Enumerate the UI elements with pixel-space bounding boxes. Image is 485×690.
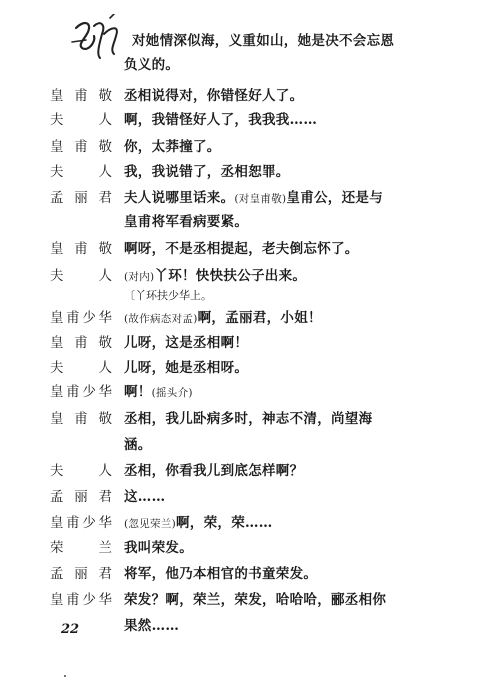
speech-segment: 啊，荣，荣…… [176,515,273,531]
speaker-char: 人 [98,360,112,376]
speech-text [124,355,248,381]
speaker-name [50,587,112,613]
dialogue-line [0,535,485,561]
dialogue-line [0,28,485,54]
speech-segment: 负义的。 [124,57,180,73]
speaker-name [50,484,112,510]
speaker-name [50,83,112,109]
dialogue-line [0,305,485,331]
dialogue-line [0,432,485,458]
speaker-char: 少 [82,384,96,400]
dialogue-line [0,355,485,381]
speaker-name [50,185,112,211]
dialogue-line [0,406,485,432]
speaker-char: 皇 [50,88,64,104]
speech-segment: 丫环！快快扶公子出来。 [154,268,307,284]
speaker-char: 甫 [74,139,88,155]
speech-text [124,185,383,212]
speech-segment: 果然…… [124,618,180,634]
speech-segment: 〔丫环扶少华上。 [124,289,212,302]
speech-segment: 这…… [124,489,166,505]
speaker-char: 人 [98,463,112,479]
speech-segment: 夫人说哪里话来。 [124,190,235,206]
speaker-char: 华 [98,310,112,326]
speaker-char: 丽 [74,190,88,206]
speaker-char: 皇 [50,515,64,531]
dialogue-line [0,83,485,109]
speech-segment: 丞相说得对，你错怪好人了。 [124,88,304,104]
speaker-name [50,355,112,381]
speaker-name [50,159,112,185]
speech-continuation [124,432,152,458]
speaker-char: 少 [82,310,96,326]
speaker-char: 夫 [50,112,64,128]
speaker-char: 人 [98,112,112,128]
action-note: (摇头介) [151,387,193,399]
speech-continuation [132,28,394,54]
speech-segment: 啊，孟丽君，小姐！ [197,310,322,326]
dialogue-line [0,379,485,405]
speech-text [124,484,165,510]
speech-text [124,134,221,160]
speaker-char: 敬 [98,139,112,155]
dialogue-line [0,484,485,510]
speech-segment: 啊，我错怪好人了，我我我…… [124,112,318,128]
speaker-char: 甫 [74,88,88,104]
speech-text [124,236,359,262]
speech-segment: 皇甫公，还是与 [286,190,384,206]
speech-segment: 对她情深似海，义重如山，她是决不会忘恩 [132,33,395,49]
dialogue-line [0,561,485,587]
speech-text [124,305,322,332]
speech-segment: 我，我说错了，丞相恕罪。 [124,164,290,180]
action-note: (对内) [124,271,155,283]
speech-text [124,458,303,484]
speech-segment: 将军，他乃本相官的书童荣发。 [124,566,318,582]
speech-text [124,561,317,587]
speaker-char: 皇 [50,384,64,400]
speaker-name [50,510,112,536]
speech-continuation [124,52,179,78]
speaker-char: 皇 [50,139,64,155]
speaker-name [50,406,112,432]
speech-segment: 荣发？啊，荣兰，荣发，哈哈哈，郦丞相你 [124,592,387,608]
speech-segment: 啊！ [124,384,152,400]
speaker-char: 君 [98,190,112,206]
speaker-char: 君 [98,566,112,582]
speaker-char: 孟 [50,190,64,206]
speech-continuation [124,613,179,639]
speech-segment: 丞相，你看我儿到底怎样啊？ [124,463,304,479]
speech-text [124,535,193,561]
speaker-char: 人 [98,164,112,180]
speaker-char: 敬 [98,241,112,257]
speaker-char: 夫 [50,268,64,284]
speech-segment: 皇甫将军看病要紧。 [124,214,249,230]
speaker-char: 兰 [98,540,112,556]
speaker-name [50,107,112,133]
speech-text [124,587,386,613]
speaker-char: 少 [82,592,96,608]
speech-segment: 你，太莽撞了。 [124,139,221,155]
speech-segment: 我叫荣发。 [124,540,193,556]
dialogue-line [0,587,485,613]
speaker-char: 敬 [98,411,112,427]
speaker-char: 甫 [74,335,88,351]
dialogue-line [0,209,485,235]
speaker-char: 夫 [50,164,64,180]
speaker-char: 甫 [74,241,88,257]
speaker-char: 夫 [50,360,64,376]
speaker-char: 荣 [50,540,64,556]
action-note: (对皇甫敬) [234,193,287,205]
speaker-name [50,458,112,484]
page-number: 22 [61,622,80,637]
speaker-char: 皇 [50,592,64,608]
speech-text [124,330,248,356]
action-note: (忽见荣兰) [124,518,176,530]
dialogue-line [0,236,485,262]
speaker-char: 丽 [74,489,88,505]
dialogue-line [0,185,485,211]
speck [64,675,66,677]
speaker-char: 甫 [66,515,80,531]
speaker-char: 甫 [66,310,80,326]
speaker-name [50,305,112,331]
speaker-char: 敬 [98,335,112,351]
speaker-name [50,535,112,561]
speaker-char: 皇 [50,310,64,326]
speaker-char: 甫 [74,411,88,427]
speech-segment: 丞相，我儿卧病多时，神志不清，尚望海 [124,411,373,427]
speaker-char: 皇 [50,411,64,427]
speech-segment: 啊呀，不是丞相提起，老夫倒忘怀了。 [124,241,359,257]
speaker-name [50,330,112,356]
speech-text [124,83,303,109]
speech-text [124,406,372,432]
speech-text [124,107,317,133]
dialogue-line [0,159,485,185]
speaker-char: 君 [98,489,112,505]
speech-text [124,159,290,185]
speaker-char: 孟 [50,489,64,505]
dialogue-line [0,458,485,484]
speaker-char: 孟 [50,566,64,582]
speaker-char: 少 [82,515,96,531]
dialogue-line [0,134,485,160]
dialogue-line [0,107,485,133]
speaker-char: 甫 [66,384,80,400]
speaker-char: 夫 [50,463,64,479]
speech-segment: 儿呀，这是丞相啊！ [124,335,249,351]
dialogue-line [0,330,485,356]
speech-text [124,510,273,537]
dialogue-line [0,510,485,536]
speaker-char: 华 [98,592,112,608]
speech-segment: 儿呀，她是丞相呀。 [124,360,249,376]
speaker-char: 华 [98,384,112,400]
speaker-char: 皇 [50,335,64,351]
speaker-char: 敬 [98,88,112,104]
speaker-name [50,561,112,587]
speaker-name [50,236,112,262]
speaker-char: 甫 [66,592,80,608]
dialogue-line [0,52,485,78]
speaker-char: 华 [98,515,112,531]
speech-text [124,379,193,406]
speaker-char: 皇 [50,241,64,257]
speaker-name [50,134,112,160]
speech-segment: 涵。 [124,437,152,453]
speaker-name [50,379,112,405]
action-note: (故作病态对孟) [124,313,198,325]
speech-continuation [124,209,248,235]
speaker-char: 人 [98,268,112,284]
speaker-char: 丽 [74,566,88,582]
